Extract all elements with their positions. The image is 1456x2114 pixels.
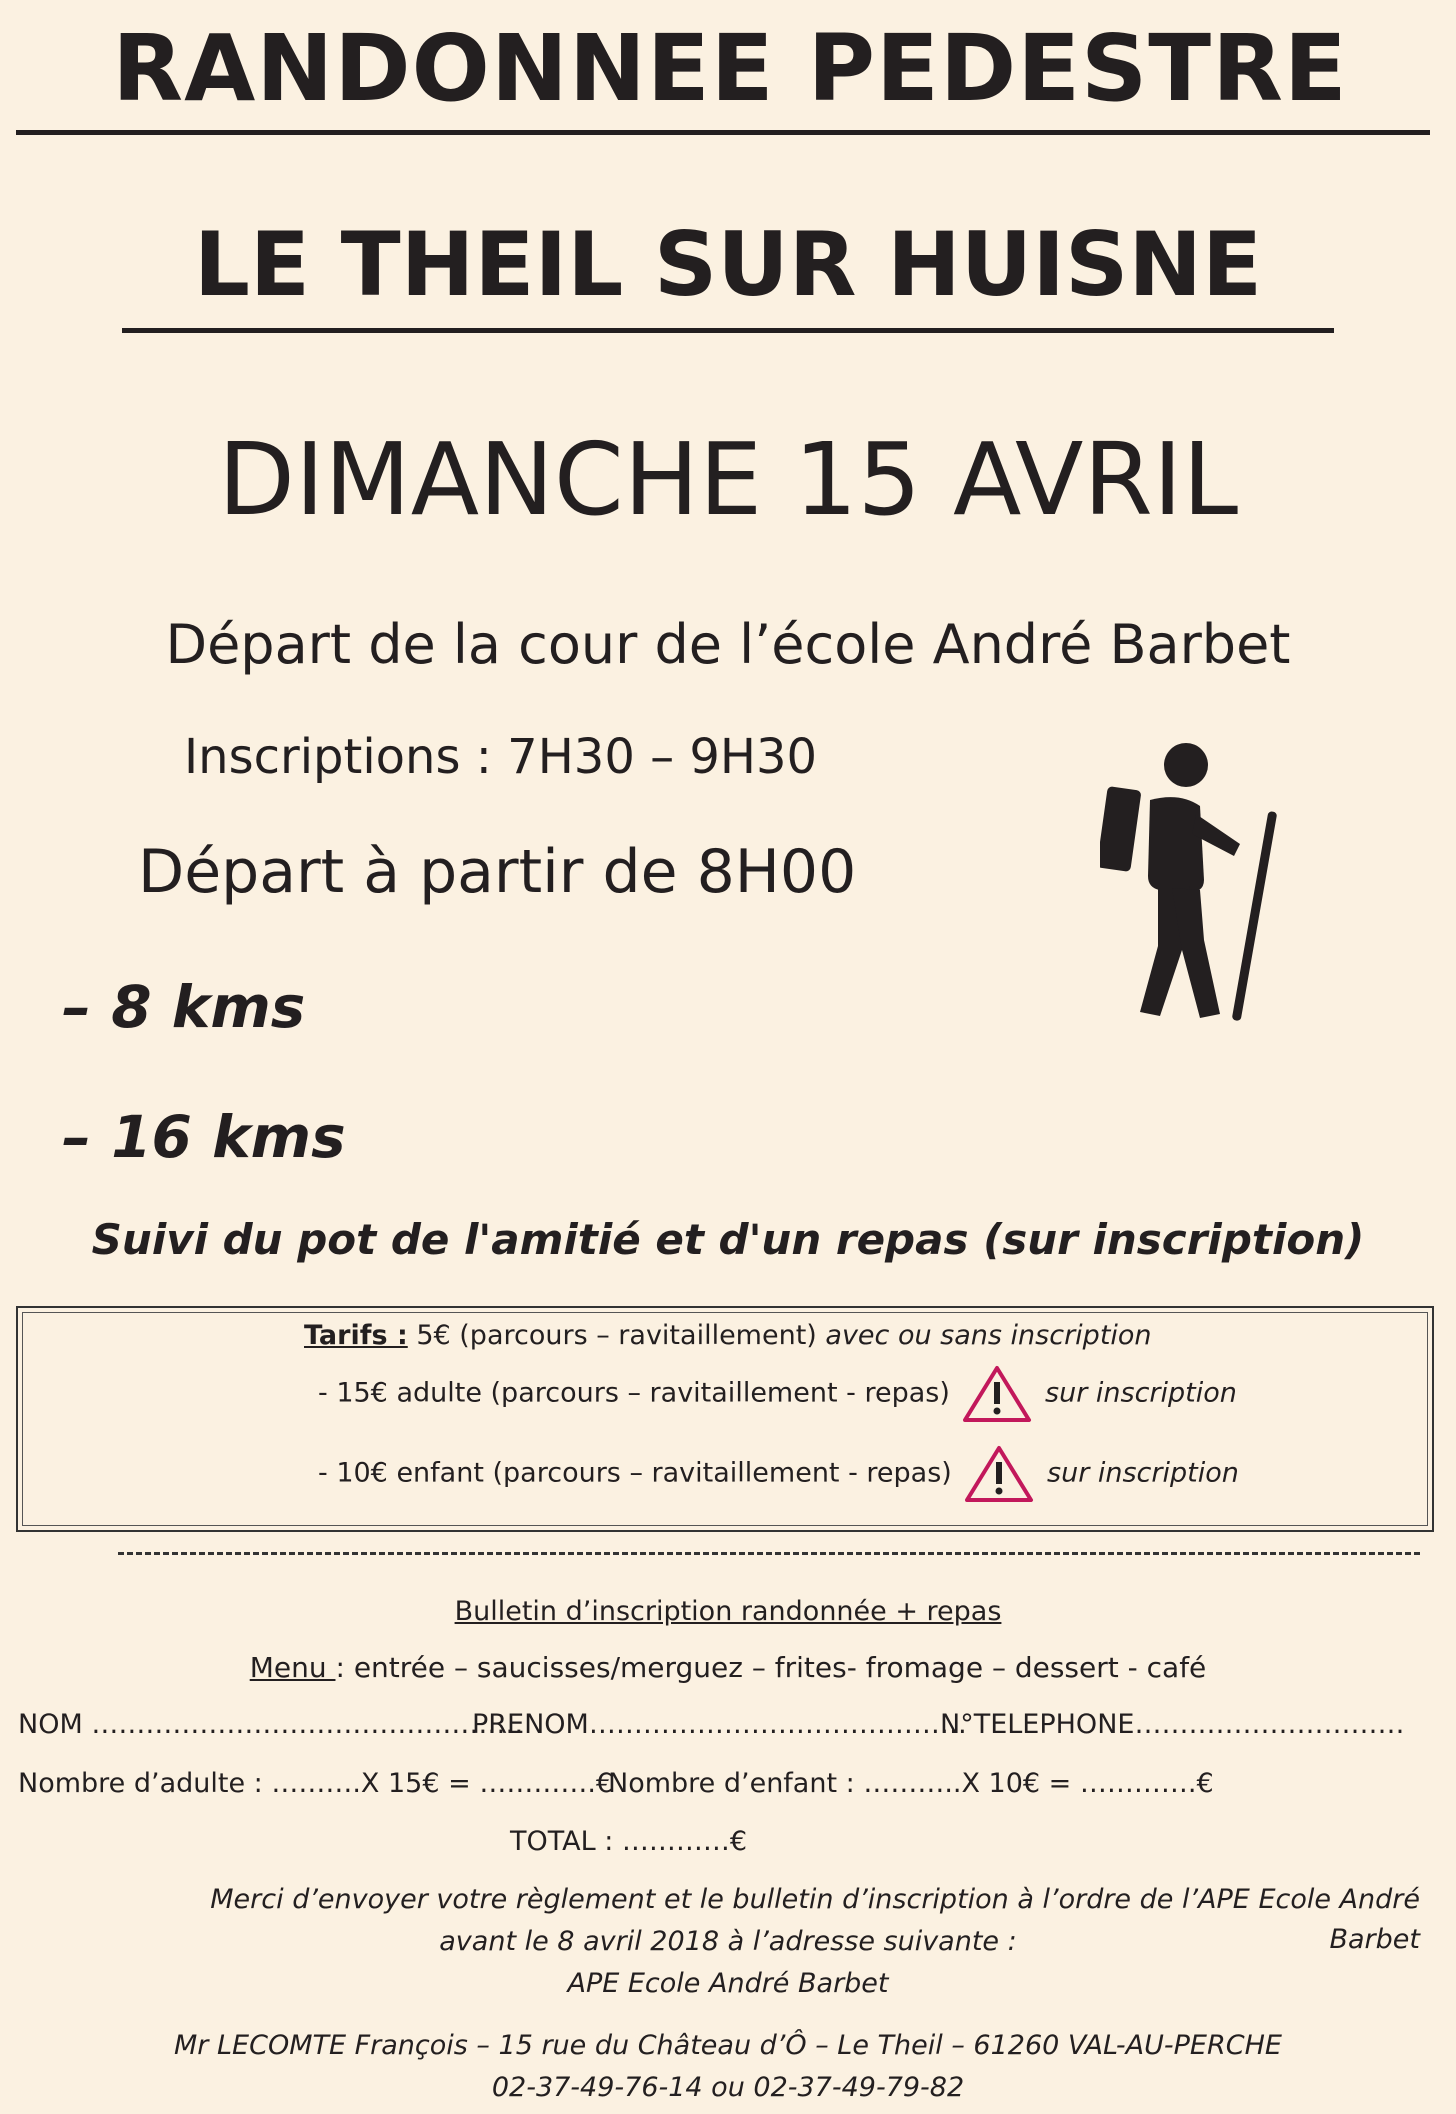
distance-16km: – 16 kms <box>62 1103 346 1171</box>
meal-note: Suivi du pot de l'amitié et d'un repas (sur inscription) <box>91 1215 1365 1264</box>
tarif-3-price: - 10€ enfant (parcours – ravitaillement - repas) <box>318 1457 952 1489</box>
tarif-2-price: - 15€ adulte (parcours – ravitaillement - repas) <box>318 1377 950 1409</box>
distance-8km: – 8 kms <box>62 973 306 1041</box>
warning-triangle-icon <box>962 1364 1032 1424</box>
form-title-text: Bulletin d’inscription randonnée + repas <box>454 1596 1002 1627</box>
warning-triangle-icon <box>964 1444 1034 1504</box>
instructions-line2: avant le 8 avril 2018 à l’adresse suivante : <box>439 1926 1017 1957</box>
prenom-field[interactable]: PRENOM…………………………………… <box>472 1709 967 1740</box>
departure-time: Départ à partir de 8H00 <box>138 837 857 907</box>
recipient-name: APE Ecole André Barbet <box>567 1968 889 1999</box>
nom-field[interactable]: NOM ………………………………………… <box>18 1709 524 1740</box>
cut-line <box>118 1552 1420 1555</box>
title-line1: RANDONNEE PEDESTRE <box>112 15 1348 122</box>
child-count-field[interactable]: Nombre d’enfant : ………..X 10€ = ………….€ <box>608 1768 1214 1799</box>
tarif-row-1 <box>304 1318 1152 1354</box>
instructions-line1: Merci d’envoyer votre règlement et le bulletin d’inscription à l’ordre de l’APE Ecole André Barbet <box>210 1884 1420 1955</box>
tarif-row-2 <box>318 1364 1237 1424</box>
event-date: DIMANCHE 15 AVRIL <box>217 421 1239 538</box>
total-field[interactable]: TOTAL : …………€ <box>510 1826 748 1857</box>
title-underline-1 <box>16 130 1430 135</box>
departure-place: Départ de la cour de l’école André Barbet <box>165 613 1291 676</box>
menu-label: Menu <box>249 1651 336 1684</box>
tarif-1-note: avec ou sans inscription <box>825 1320 1152 1351</box>
title-line2: LE THEIL SUR HUISNE <box>193 213 1263 316</box>
tarif-2-note: sur inscription <box>1045 1377 1237 1409</box>
tarifs-label: Tarifs : <box>304 1320 408 1351</box>
pricing-box <box>16 1306 1434 1532</box>
postal-address: Mr LECOMTE François – 15 rue du Château d’Ô – Le Theil – 61260 VAL-AU-PERCHE <box>174 2030 1282 2061</box>
title-underline-2 <box>122 328 1334 333</box>
tarif-1-price: 5€ (parcours – ravitaillement) <box>407 1320 826 1351</box>
adult-count-field[interactable]: Nombre d’adulte : ……….X 15€ = ………….€ <box>18 1768 614 1799</box>
menu-items: : entrée – saucisses/merguez – frites- fromage – dessert - café <box>335 1651 1207 1684</box>
hiker-icon <box>1100 740 1300 1030</box>
tarif-row-3 <box>318 1444 1239 1504</box>
telephone-field[interactable]: N°TELEPHONE………………………… <box>940 1709 1405 1740</box>
menu-line <box>0 1650 1456 1686</box>
tarif-3-note: sur inscription <box>1047 1457 1239 1489</box>
form-title <box>0 1594 1456 1630</box>
phone-numbers: 02-37-49-76-14 ou 02-37-49-79-82 <box>491 2072 965 2103</box>
registration-hours: Inscriptions : 7H30 – 9H30 <box>184 729 818 785</box>
